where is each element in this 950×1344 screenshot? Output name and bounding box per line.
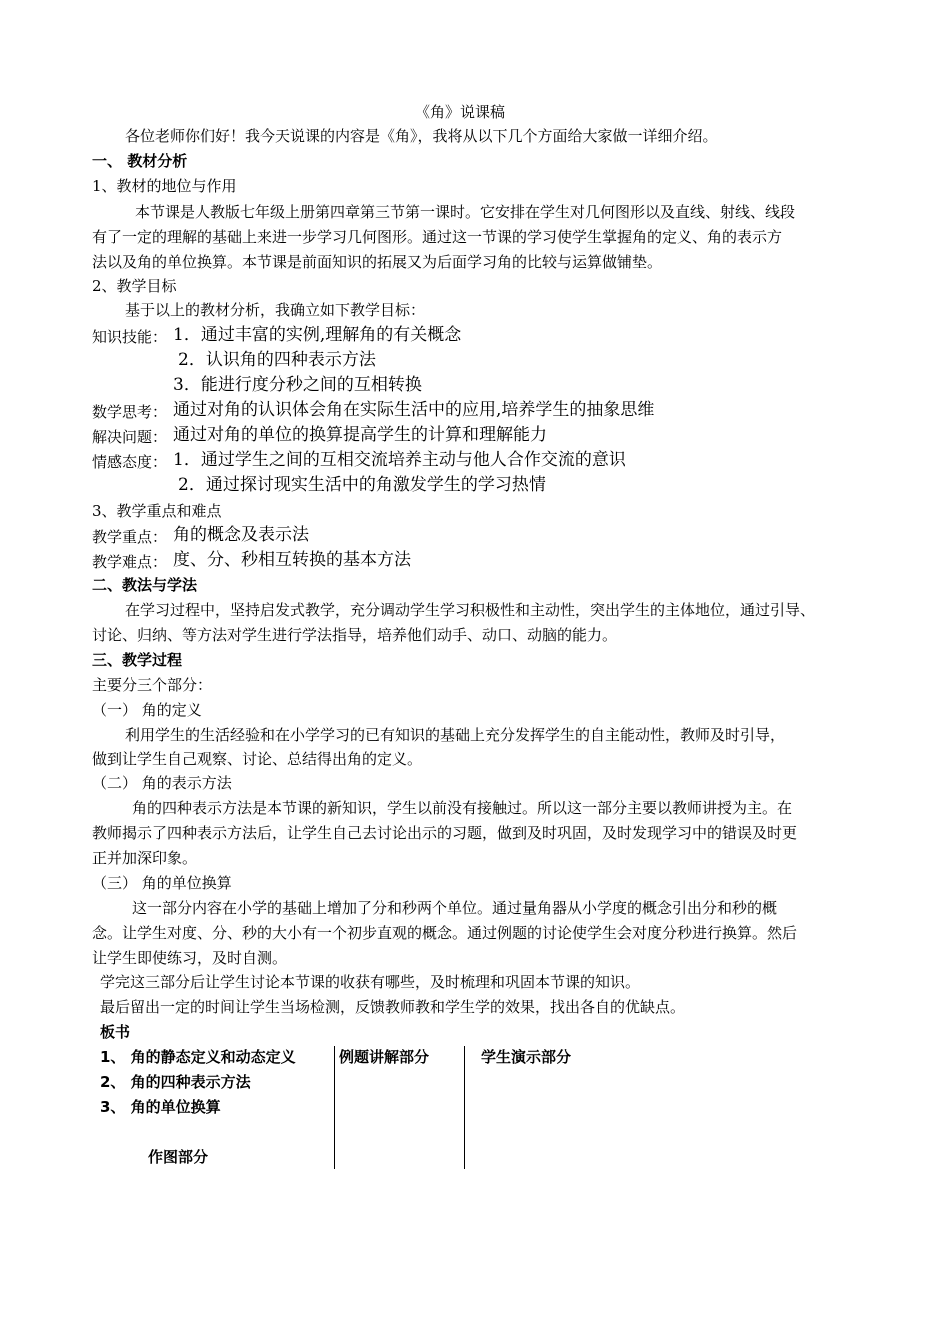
subheading-keypoints: 3、教学重点和难点 — [92, 502, 222, 520]
paragraph-line: 利用学生的生活经验和在小学学习的已有知识的基础上充分发挥学生的自主能动性，教师及时引导， — [125, 726, 786, 744]
page-title: 《角》说课稿 — [415, 103, 506, 121]
process-lead: 主要分三个部分： — [92, 676, 213, 694]
paragraph-line: 法以及角的单位换算。本节课是前面知识的拓展又为后面学习角的比较与运算做铺垫。 — [92, 253, 663, 271]
board-example-label: 例题讲解部分 — [339, 1048, 430, 1066]
attitude-goal: 2．通过探讨现实生活中的角激发学生的学习热情 — [178, 475, 546, 495]
thinking-label: 数学思考： — [92, 403, 168, 421]
closing-line: 最后留出一定的时间让学生当场检测，反馈教师教和学生学的效果，找出各自的优缺点。 — [100, 998, 686, 1016]
knowledge-label: 知识技能： — [92, 328, 168, 346]
paragraph-line: 讨论、归纳、等方法对学生进行学法指导，培养他们动手、动口、动脑的能力。 — [92, 626, 618, 644]
part-heading: （一） 角的定义 — [92, 701, 202, 719]
paragraph-line: 念。让学生对度、分、秒的大小有一个初步直观的概念。通过例题的讨论使学生会对度分秒进行换算。然后 — [92, 924, 798, 942]
paragraph-line: 这一部分内容在小学的基础上增加了分和秒两个单位。通过量角器从小学度的概念引出分和秒的概 — [132, 899, 778, 917]
board-demo-label: 学生演示部分 — [481, 1048, 572, 1066]
section-heading-methods: 二、教法与学法 — [92, 576, 198, 594]
subheading-goals: 2、教学目标 — [92, 277, 177, 295]
board-item: 2、 角的四种表示方法 — [100, 1073, 251, 1091]
goals-lead: 基于以上的教材分析，我确立如下教学目标： — [125, 301, 426, 319]
key-label: 教学重点： — [92, 528, 168, 546]
knowledge-goal: 2．认识角的四种表示方法 — [178, 350, 376, 370]
board-item: 3、 角的单位换算 — [100, 1098, 221, 1116]
intro-paragraph: 各位老师你们好！我今天说课的内容是《角》，我将从以下几个方面给大家做一详细介绍。 — [125, 127, 718, 145]
board-divider — [334, 1046, 335, 1169]
board-divider — [464, 1046, 465, 1169]
attitude-goal: 1．通过学生之间的互相交流培养主动与他人合作交流的意识 — [173, 450, 626, 470]
key-point: 角的概念及表示法 — [173, 525, 309, 545]
subheading-status: 1、教材的地位与作用 — [92, 177, 237, 195]
solving-goal: 通过对角的单位的换算提高学生的计算和理解能力 — [173, 425, 547, 445]
part-heading: （二） 角的表示方法 — [92, 774, 232, 792]
paragraph-line: 本节课是人教版七年级上册第四章第三节第一课时。它安排在学生对几何图形以及直线、射线、线段 — [135, 203, 796, 221]
section-heading-process: 三、教学过程 — [92, 651, 183, 669]
board-heading: 板书 — [100, 1023, 131, 1041]
hard-point: 度、分、秒相互转换的基本方法 — [173, 550, 411, 570]
board-item: 1、 角的静态定义和动态定义 — [100, 1048, 296, 1066]
knowledge-goal: 1．通过丰富的实例,理解角的有关概念 — [173, 325, 462, 345]
part-heading: （三） 角的单位换算 — [92, 874, 232, 892]
paragraph-line: 教师揭示了四种表示方法后，让学生自己去讨论出示的习题，做到及时巩固，及时发现学习中的错误及时更 — [92, 824, 798, 842]
hard-label: 教学难点： — [92, 553, 168, 571]
knowledge-goal: 3．能进行度分秒之间的互相转换 — [173, 375, 422, 395]
attitude-label: 情感态度： — [92, 453, 168, 471]
solving-label: 解决问题： — [92, 428, 168, 446]
paragraph-line: 在学习过程中，坚持启发式教学，充分调动学生学习积极性和主动性，突出学生的主体地位，通过引导、 — [125, 601, 816, 619]
paragraph-line: 有了一定的理解的基础上来进一步学习几何图形。通过这一节课的学习使学生掌握角的定义、角的表示方 — [92, 228, 783, 246]
paragraph-line: 角的四种表示方法是本节课的新知识，学生以前没有接触过。所以这一部分主要以教师讲授为主。在 — [132, 799, 793, 817]
closing-line: 学完这三部分后让学生讨论本节课的收获有哪些，及时梳理和巩固本节课的知识。 — [100, 973, 641, 991]
section-heading-materials: 一、 教材分析 — [92, 152, 188, 170]
board-drawing-label: 作图部分 — [148, 1148, 209, 1166]
paragraph-line: 做到让学生自己观察、讨论、总结得出角的定义。 — [92, 750, 423, 768]
paragraph-line: 正并加深印象。 — [92, 849, 198, 867]
thinking-goal: 通过对角的认识体会角在实际生活中的应用,培养学生的抽象思维 — [173, 400, 655, 420]
paragraph-line: 让学生即使练习，及时自测。 — [92, 949, 288, 967]
